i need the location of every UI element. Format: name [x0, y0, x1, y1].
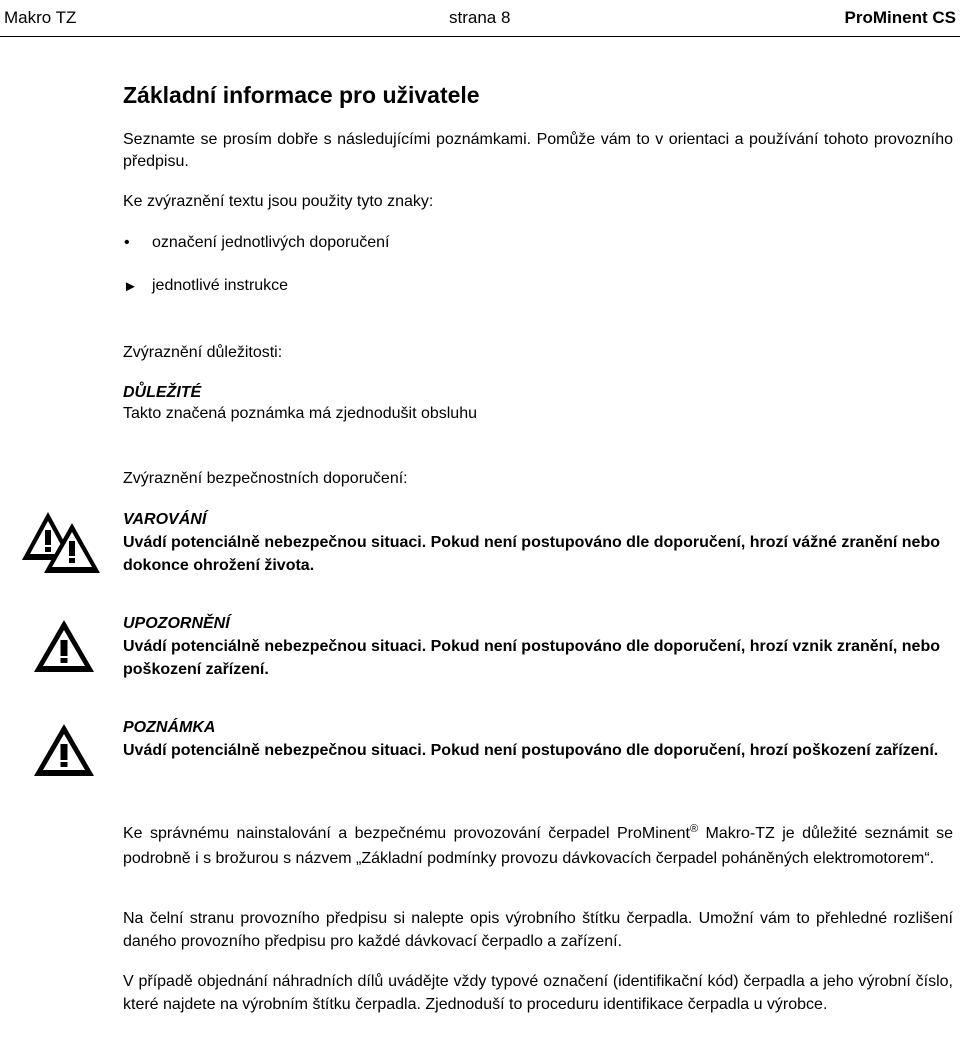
page-header	[0, 0, 960, 37]
warning-notice	[123, 508, 953, 577]
warning-text: Uvádí potenciálně nebezpečnou situaci. Pokud není postupováno dle doporučení, hrozí vážné zranění nebo dokonce ohrožení života.	[123, 534, 940, 574]
installation-text-end: Makro-TZ je důležité seznámit se podrobně i s brožurou s názvem „Základní podmínky provozu dávkovacích čerpadel poháněných elektromotorem“.	[123, 825, 954, 867]
note-label: POZNÁMKA	[123, 719, 216, 736]
arrow-example-text: jednotlivé instrukce	[152, 277, 289, 294]
warning-label: VAROVÁNÍ	[123, 511, 207, 528]
registered-mark: ®	[689, 823, 699, 835]
header-page-number: strana 8	[449, 8, 511, 27]
spare-parts-paragraph: V případě objednání náhradních dílů uvádějte vždy typové označení (identifikační kód) čerpadla a jeho výrobní číslo, které najdete na výrobním štítku čerpadla. Zjednoduší to proceduru identifikace čerpadla u výrobce.	[123, 973, 953, 1013]
bullet-example-text: označení jednotlivých doporučení	[152, 234, 390, 251]
importance-intro: Zvýraznění důležitosti:	[123, 344, 283, 361]
bullet-symbol: •	[124, 234, 130, 251]
double-warning-triangle-icon	[20, 508, 104, 576]
warning-triangle-icon	[32, 722, 96, 778]
note-text: Uvádí potenciálně nebezpečnou situaci. Pokud není postupováno dle doporučení, hrozí poškození zařízení.	[123, 742, 939, 759]
important-label: DŮLEŽITÉ	[123, 384, 202, 401]
note-notice	[123, 716, 953, 762]
intro-paragraph: Seznamte se prosím dobře s následujícími poznámkami. Pomůže vám to v orientaci a používání tohoto provozního předpisu.	[123, 131, 953, 170]
caution-label: UPOZORNĚNÍ	[123, 615, 230, 632]
header-document-name: Makro TZ	[4, 8, 77, 27]
warning-triangle-icon	[32, 618, 96, 674]
installation-text-start: Ke správnému nainstalování a bezpečnému provozování čerpadel ProMinent	[123, 825, 690, 842]
installation-paragraph	[123, 822, 953, 870]
markers-intro: Ke zvýraznění textu jsou použity tyto znaky:	[123, 193, 434, 210]
important-text: Takto značená poznámka má zjednodušit obsluhu	[123, 405, 477, 422]
caution-text: Uvádí potenciálně nebezpečnou situaci. Pokud není postupováno dle doporučení, hrozí vznik zranění, nebo poškození zařízení.	[123, 638, 940, 678]
header-brand: ProMinent CS	[844, 8, 956, 27]
safety-intro: Zvýraznění bezpečnostních doporučení:	[123, 470, 408, 487]
caution-notice	[123, 612, 953, 681]
nameplate-paragraph: Na čelní stranu provozního předpisu si nalepte opis výrobního štítku čerpadla. Umožní vám to přehledné rozlišení daného provozního předpisu pro každé dávkovací čerpadlo a zařízení.	[123, 910, 953, 950]
section-title: Základní informace pro uživatele	[123, 82, 480, 108]
arrow-symbol: ►	[123, 278, 138, 295]
